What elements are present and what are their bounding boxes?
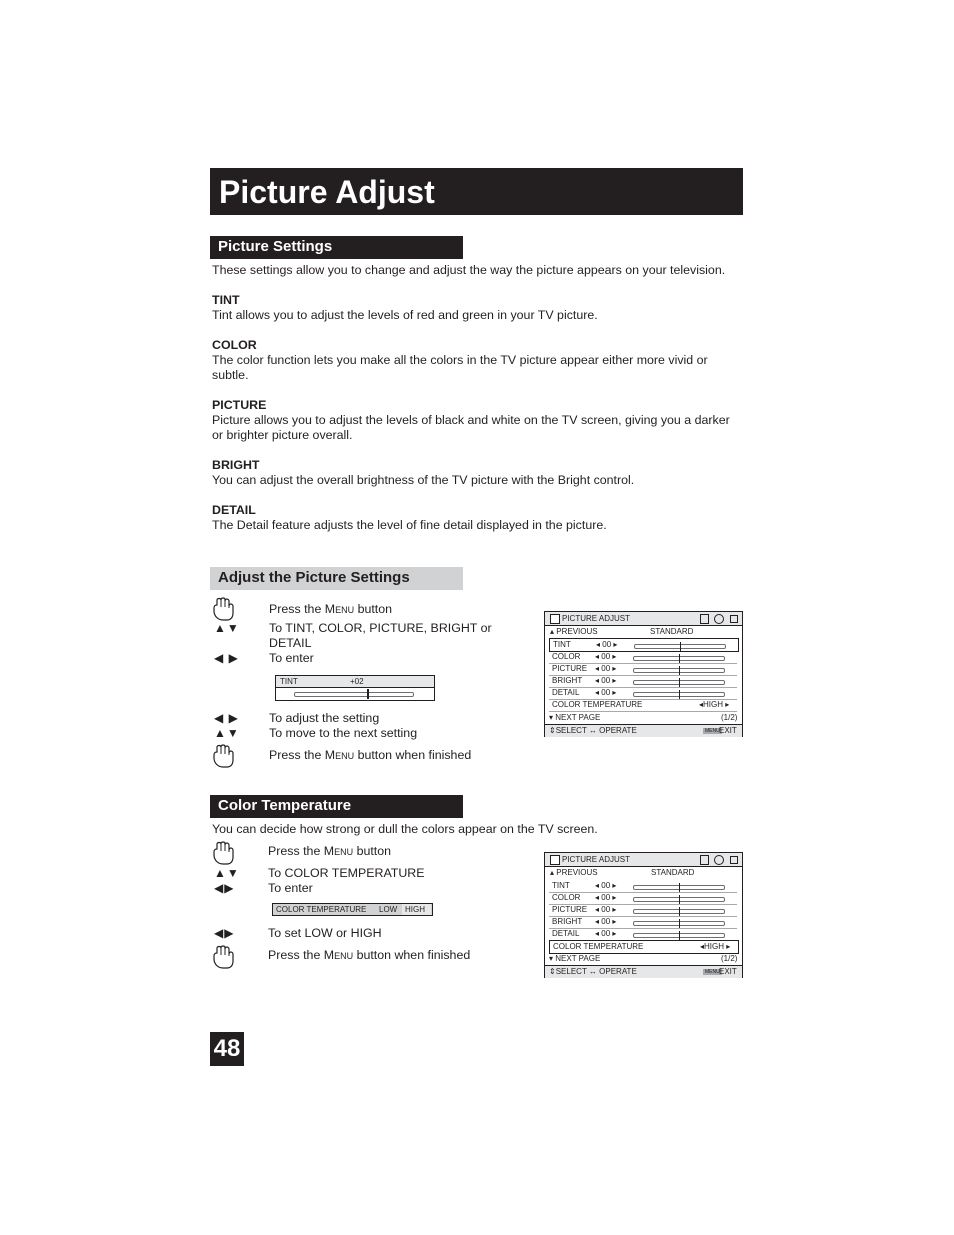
ct-step-finish: Press the Menu button when finished (268, 948, 471, 962)
left-right-arrows-icon: ◀ ▶ (214, 651, 239, 665)
item-desc-color-1: The color function lets you make all the colors in the TV picture appear either more vivid or (212, 353, 708, 367)
ct-bar-label: COLOR TEMPERATURE (276, 905, 367, 914)
osd-row-picture: PICTURE ◂ 00 ▸ (549, 904, 737, 917)
osd-mode: STANDARD (650, 627, 694, 636)
item-desc-color-2: subtle. (212, 368, 249, 382)
ct-step-select: To COLOR TEMPERATURE (268, 866, 425, 880)
document-icon (700, 855, 709, 865)
up-down-arrows-icon: ▲▼ (214, 866, 240, 880)
adjust-step-adjust: To adjust the setting (269, 711, 380, 725)
osd-row-picture: PICTURE ◂ 00 ▸ (549, 663, 737, 676)
item-title-tint: TINT (212, 293, 240, 307)
tint-slider-knob (367, 689, 369, 699)
page-title-bar (210, 168, 743, 215)
osd-row-color-temperature: COLOR TEMPERATURE ◂HIGH ▸ (549, 699, 737, 712)
ct-step-set: To set LOW or HIGH (268, 926, 382, 940)
osd-row-bright: BRIGHT ◂ 00 ▸ (549, 675, 737, 688)
color-temperature-heading: Color Temperature (218, 797, 352, 814)
osd-previous: ▴ PREVIOUS (550, 627, 598, 636)
tint-adjust-bar (275, 675, 435, 701)
adjust-step-select-2: DETAIL (269, 636, 312, 650)
item-title-color: COLOR (212, 338, 257, 352)
adjust-step-finish: Press the Menu button when finished (269, 748, 472, 762)
ct-step-enter: To enter (268, 881, 313, 895)
osd-row-detail: DETAIL ◂ 00 ▸ (549, 928, 737, 941)
osd-title: PICTURE ADJUST (562, 855, 631, 864)
document-icon (700, 614, 709, 624)
item-desc-detail: The Detail feature adjusts the level of fine detail displayed in the picture. (212, 518, 607, 532)
osd-menu-key: MENU (705, 728, 720, 734)
ct-bar-low: LOW (379, 905, 398, 914)
osd-picture-adjust-menu-1 (544, 611, 743, 737)
osd-row-bright: BRIGHT ◂ 00 ▸ (549, 916, 737, 929)
item-title-picture: PICTURE (212, 398, 267, 412)
left-right-arrows-icon: ◀▶ (214, 926, 235, 940)
osd-row-tint: TINT ◂ 00 ▸ (549, 880, 737, 893)
item-desc-picture-2: or brighter picture overall. (212, 428, 353, 442)
item-title-detail: DETAIL (212, 503, 256, 517)
picture-icon (550, 614, 560, 624)
adjust-settings-header (210, 567, 463, 590)
menu-press-hand-icon (213, 945, 235, 969)
osd-next-page: ▾ NEXT PAGE (549, 713, 601, 722)
osd-mode: STANDARD (651, 868, 695, 877)
menu-press-hand-icon (213, 744, 235, 768)
lock-icon (730, 615, 738, 623)
up-down-arrows-icon: ▲▼ (214, 621, 240, 635)
page-title: Picture Adjust (219, 174, 435, 210)
item-desc-tint: Tint allows you to adjust the levels of red and green in your TV picture. (212, 308, 598, 322)
picture-settings-heading: Picture Settings (218, 238, 333, 255)
picture-settings-intro: These settings allow you to change and adjust the way the picture appears on your television. (212, 263, 726, 277)
osd-row-color-temperature: COLOR TEMPERATURE ◂HIGH ▸ (549, 940, 739, 954)
adjust-settings-heading: Adjust the Picture Settings (218, 569, 410, 586)
tint-slider-track (294, 692, 414, 697)
osd-exit: EXIT (719, 967, 737, 976)
picture-settings-header (210, 236, 463, 259)
osd-row-color: COLOR ◂ 00 ▸ (549, 651, 737, 664)
ct-step-press-menu: Press the Menu button (268, 844, 392, 858)
adjust-step-select-1: To TINT, COLOR, PICTURE, BRIGHT or (269, 621, 492, 635)
item-desc-bright: You can adjust the overall brightness of the TV picture with the Bright control. (212, 473, 635, 487)
page-number: 48 (210, 1032, 244, 1066)
color-temperature-intro: You can decide how strong or dull the colors appear on the TV screen. (212, 822, 598, 836)
osd-next-page: ▾ NEXT PAGE (549, 954, 601, 963)
osd-title: PICTURE ADJUST (562, 614, 631, 623)
menu-press-hand-icon (213, 841, 235, 865)
osd-exit: EXIT (719, 726, 737, 735)
up-down-arrows-icon: ▲▼ (214, 726, 240, 740)
item-title-bright: BRIGHT (212, 458, 260, 472)
left-right-arrows-icon: ◀▶ (214, 881, 235, 895)
picture-icon (550, 855, 560, 865)
osd-select-hint: ⇕SELECT ↔ OPERATE (549, 726, 637, 735)
adjust-step-next: To move to the next setting (269, 726, 418, 740)
osd-page-indicator: (1/2) (721, 954, 738, 963)
color-temperature-bar (272, 903, 433, 916)
menu-press-hand-icon (213, 597, 235, 621)
left-right-arrows-icon: ◀ ▶ (214, 711, 239, 725)
osd-row-color: COLOR ◂ 00 ▸ (549, 892, 737, 905)
item-desc-picture-1: Picture allows you to adjust the levels of black and white on the TV screen, giving you a darker (212, 413, 730, 427)
osd-row-tint: TINT ◂ 00 ▸ (549, 638, 739, 652)
tint-bar-value: +02 (350, 677, 364, 686)
osd-select-hint: ⇕SELECT ↔ OPERATE (549, 967, 637, 976)
ct-bar-high: HIGH (405, 905, 425, 914)
lock-icon (730, 856, 738, 864)
osd-picture-adjust-menu-2 (544, 852, 743, 978)
clock-icon (714, 855, 724, 865)
osd-row-detail: DETAIL ◂ 00 ▸ (549, 687, 737, 700)
tint-bar-label: TINT (280, 677, 298, 686)
osd-menu-key: MENU (705, 969, 720, 975)
color-temperature-header (210, 795, 463, 818)
osd-page-indicator: (1/2) (721, 713, 738, 722)
adjust-step-press-menu: Press the Menu button (269, 602, 393, 616)
adjust-step-enter: To enter (269, 651, 314, 665)
clock-icon (714, 614, 724, 624)
osd-previous: ▴ PREVIOUS (550, 868, 598, 877)
